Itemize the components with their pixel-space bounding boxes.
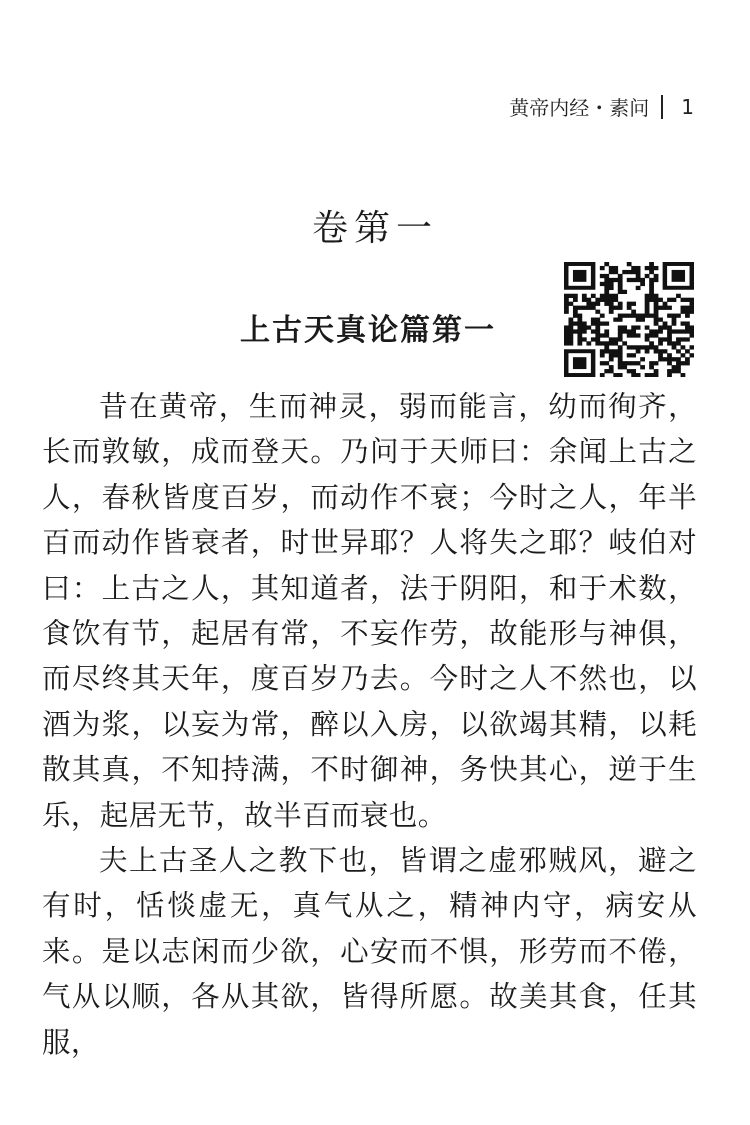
paragraph-1: 昔在黄帝，生而神灵，弱而能言，幼而徇齐，长而敦敏，成而登天。乃问于天师曰：余闻上古之人，春秋皆度百岁，而动作不衰；今时之人，年半百而动作皆衰者，时世异耶？人将失之耶？岐伯对曰：上古之人，其知道者，法于阴阳，和于术数，食饮有节，起居有常，不妄作劳，故能形与神俱，而尽终其天年，度百岁乃去。今时之人不然也，以酒为浆，以妄为常，醉以入房，以欲竭其精，以耗散其真，不知持满，不时御神，务快其心，逆于生乐，起居无节，故半百而衰也。	[42, 390, 697, 832]
chapter-title: 上古天真论篇第一	[240, 313, 496, 348]
body-text	[42, 384, 697, 1065]
book-title: 黄帝内经・素问	[509, 96, 650, 120]
page-number: 1	[681, 94, 694, 119]
running-header	[509, 92, 694, 121]
qr-code-icon	[564, 262, 694, 377]
header-divider	[661, 95, 663, 119]
paragraph-2: 夫上古圣人之教下也，皆谓之虚邪贼风，避之有时，恬惔虚无，真气从之，精神内守，病安从来。是以志闲而少欲，心安而不惧，形劳而不倦，气从以顺，各从其欲，皆得所愿。故美其食，任其服，	[42, 844, 697, 1059]
volume-title: 卷第一	[311, 208, 438, 249]
